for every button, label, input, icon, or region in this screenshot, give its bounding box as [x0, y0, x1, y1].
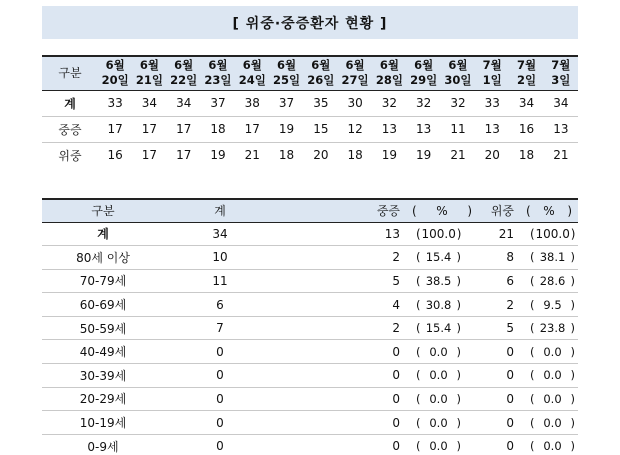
table-row [42, 142, 578, 168]
percent-value: 0.0 [543, 439, 562, 454]
table-row [42, 364, 578, 388]
pct-open: ( [530, 226, 535, 241]
group-header: 구분 [42, 199, 164, 222]
pct-close: ) [570, 368, 575, 383]
percent-cell [406, 387, 478, 411]
date-day: 26일 [307, 73, 335, 88]
pct-close: ) [570, 391, 575, 406]
percent-value: 23.8 [539, 321, 566, 336]
age-group-label: 60-69세 [42, 293, 164, 317]
date-header [338, 56, 372, 90]
table-row [42, 387, 578, 411]
severe-cell: 0 [276, 364, 406, 388]
pct-open: ( [530, 250, 535, 265]
table-row [42, 90, 578, 116]
date-header [441, 56, 475, 90]
table-row [42, 316, 578, 340]
pct-close: ) [456, 297, 461, 312]
table-row [42, 269, 578, 293]
table-cell: 17 [176, 148, 192, 163]
table-row [42, 222, 578, 246]
table-row [42, 246, 578, 270]
date-month: 6월 [208, 58, 228, 73]
pct-close: ) [570, 226, 576, 241]
table-cell: 32 [441, 90, 475, 116]
severe-header: 중증 [276, 199, 406, 222]
row-label: 중증 [42, 116, 98, 142]
percent-cell [406, 269, 478, 293]
pct-close: ) [456, 226, 462, 241]
percent-value: 15.4 [425, 250, 452, 265]
percent-value: 15.4 [425, 321, 452, 336]
date-month: 7월 [551, 58, 571, 73]
total-cell: 10 [164, 246, 276, 270]
total-cell: 0 [164, 340, 276, 364]
pct-open: ( [416, 368, 421, 383]
pct-close: ) [570, 415, 575, 430]
percent-value: 30.8 [425, 297, 452, 312]
table-cell: 34 [544, 90, 578, 116]
severe-cell: 4 [276, 293, 406, 317]
table-cell: 15 [304, 116, 338, 142]
pct-open: ( [416, 273, 421, 288]
date-day: 3일 [551, 73, 571, 88]
date-month: 7월 [482, 58, 502, 73]
pct-close: ) [456, 344, 461, 359]
total-cell: 0 [164, 387, 276, 411]
table-cell: 21 [450, 148, 466, 163]
date-day: 23일 [204, 73, 232, 88]
percent-cell [406, 434, 478, 455]
severe-cell: 0 [276, 387, 406, 411]
date-day: 24일 [238, 73, 266, 88]
age-group-label: 40-49세 [42, 340, 164, 364]
percent-value: 0.0 [429, 415, 448, 430]
age-group-label: 30-39세 [42, 364, 164, 388]
critical-cell: 8 [478, 246, 520, 270]
critical-cell: 0 [478, 411, 520, 435]
date-header [475, 56, 509, 90]
age-table-header-row [42, 199, 578, 222]
total-cell: 11 [164, 269, 276, 293]
percent-cell [520, 411, 578, 435]
table-cell: 32 [407, 90, 441, 116]
table-cell: 16 [107, 148, 123, 163]
table-cell: 33 [98, 90, 132, 116]
table-row [42, 116, 578, 142]
critical-cell: 5 [478, 316, 520, 340]
critical-cell: 0 [478, 364, 520, 388]
table-cell: 18 [347, 148, 363, 163]
date-month: 6월 [414, 58, 434, 73]
table-cell: 18 [201, 116, 235, 142]
table-cell: 19 [381, 148, 398, 163]
age-group-table [42, 198, 578, 455]
percent-value: 0.0 [543, 415, 562, 430]
percent-value: 0.0 [543, 391, 562, 406]
date-header [269, 56, 303, 90]
percent-cell [406, 293, 478, 317]
pct-open: ( [530, 297, 535, 312]
table-cell: 13 [544, 116, 578, 142]
table-cell: 13 [372, 116, 406, 142]
date-month: 6월 [379, 58, 399, 73]
table-cell: 34 [132, 90, 166, 116]
date-month: 6월 [105, 58, 125, 73]
row-label: 위중 [58, 148, 82, 163]
critical-cell: 2 [478, 293, 520, 317]
age-group-label: 80세 이상 [42, 246, 164, 270]
critical-pct-header [520, 199, 578, 222]
age-group-label: 계 [42, 222, 164, 246]
date-month: 6월 [311, 58, 331, 73]
table-cell: 17 [235, 116, 269, 142]
table-cell: 37 [269, 90, 303, 116]
pct-open: ( [530, 415, 535, 430]
percent-value: 0.0 [543, 344, 562, 359]
table-cell: 19 [269, 116, 303, 142]
date-day: 28일 [375, 73, 403, 88]
date-month: 6월 [276, 58, 297, 73]
date-day: 21일 [135, 73, 163, 88]
table-cell: 13 [407, 116, 441, 142]
total-cell: 0 [164, 411, 276, 435]
date-month: 6월 [242, 58, 262, 73]
pct-close: ) [570, 250, 575, 265]
pct-open: ( [530, 273, 535, 288]
severe-pct-header [406, 199, 478, 222]
pct-close: ) [456, 321, 461, 336]
pct-open: ( [530, 321, 535, 336]
severe-cell: 0 [276, 411, 406, 435]
severe-cell: 2 [276, 246, 406, 270]
percent-cell [406, 411, 478, 435]
date-header-row [42, 56, 578, 90]
table-cell: 17 [132, 116, 166, 142]
critical-cell: 0 [478, 387, 520, 411]
date-day: 1일 [482, 73, 502, 88]
pct-open: ( [416, 321, 421, 336]
pct-open: ( [412, 203, 417, 218]
date-day: 27일 [341, 73, 369, 88]
date-header [407, 56, 441, 90]
percent-value: 0.0 [429, 344, 448, 359]
date-month: 7월 [516, 58, 537, 73]
percent-value: 9.5 [543, 297, 562, 312]
percent-cell [520, 340, 578, 364]
total-cell: 7 [164, 316, 276, 340]
pct-open: ( [416, 415, 421, 430]
date-header [544, 56, 578, 90]
pct-open: ( [530, 344, 535, 359]
table-cell: 34 [509, 90, 543, 116]
critical-cell: 0 [478, 340, 520, 364]
total-cell: 6 [164, 293, 276, 317]
date-header [132, 56, 166, 90]
pct-close: ) [456, 273, 461, 288]
pct-open: ( [416, 297, 421, 312]
table-cell: 17 [141, 148, 158, 163]
age-group-label: 50-59세 [42, 316, 164, 340]
row-label: 계 [42, 90, 98, 116]
table-row [42, 340, 578, 364]
percent-value: 0.0 [429, 439, 448, 454]
table-cell: 33 [475, 90, 509, 116]
severe-cell: 0 [276, 340, 406, 364]
date-day: 25일 [272, 73, 301, 88]
table-cell: 13 [475, 116, 509, 142]
percent-cell [520, 364, 578, 388]
percent-cell [520, 246, 578, 270]
table-cell: 32 [372, 90, 406, 116]
critical-header: 위중 [478, 199, 520, 222]
section-title: [ 위중·중증환자 현황 ] [42, 6, 578, 39]
date-day: 22일 [170, 73, 198, 88]
table-row [42, 293, 578, 317]
pct-close: ) [567, 203, 572, 218]
date-month: 6월 [174, 58, 194, 73]
percent-value: 100.0 [421, 226, 456, 241]
pct-close: ) [570, 273, 575, 288]
date-header [509, 56, 543, 90]
table-cell: 35 [304, 90, 338, 116]
age-group-label: 0-9세 [87, 439, 119, 454]
pct-open: ( [416, 226, 421, 241]
table-row [42, 411, 578, 435]
percent-cell [520, 269, 578, 293]
table-cell: 38 [235, 90, 269, 116]
pct-open: ( [416, 391, 421, 406]
date-month: 6월 [345, 58, 365, 73]
age-group-label: 10-19세 [42, 411, 164, 435]
pct-close: ) [467, 203, 472, 218]
table-cell: 21 [244, 148, 260, 163]
pct-close: ) [456, 250, 461, 265]
total-cell: 0 [216, 439, 224, 454]
table-cell: 21 [553, 148, 569, 163]
table-cell: 17 [98, 116, 132, 142]
pct-close: ) [456, 368, 461, 383]
percent-cell [406, 316, 478, 340]
pct-sign: % [543, 203, 555, 218]
age-group-label: 20-29세 [42, 387, 164, 411]
table-cell: 18 [518, 148, 535, 163]
date-month: 6월 [139, 58, 159, 73]
pct-open: ( [416, 250, 421, 265]
total-header: 계 [164, 199, 276, 222]
percent-value: 28.6 [539, 273, 566, 288]
severe-cell: 2 [276, 316, 406, 340]
percent-cell [406, 222, 478, 246]
table-cell: 37 [201, 90, 235, 116]
severe-cell: 13 [276, 222, 406, 246]
percent-value: 0.0 [429, 391, 448, 406]
date-header [98, 56, 132, 90]
pct-open: ( [530, 391, 535, 406]
severe-cell: 0 [392, 439, 400, 454]
critical-cell: 21 [478, 222, 520, 246]
percent-value: 100.0 [535, 226, 570, 241]
pct-close: ) [456, 391, 461, 406]
age-group-label: 70-79세 [42, 269, 164, 293]
date-day: 30일 [444, 73, 472, 88]
percent-value: 0.0 [429, 368, 448, 383]
table-cell: 18 [278, 148, 295, 163]
total-cell: 34 [164, 222, 276, 246]
pct-open: ( [416, 439, 421, 454]
percent-cell [520, 387, 578, 411]
table-cell: 19 [210, 148, 226, 163]
total-cell: 0 [164, 364, 276, 388]
pct-open: ( [416, 344, 421, 359]
table-cell: 19 [416, 148, 432, 163]
date-header [235, 56, 269, 90]
daily-patients-table [42, 55, 578, 168]
date-header [372, 56, 406, 90]
percent-cell [406, 340, 478, 364]
table-cell: 12 [338, 116, 372, 142]
percent-cell [406, 246, 478, 270]
date-header [201, 56, 235, 90]
table-cell: 30 [338, 90, 372, 116]
table-cell: 20 [484, 148, 500, 163]
pct-open: ( [530, 368, 535, 383]
table-row [42, 434, 578, 455]
percent-cell [520, 316, 578, 340]
pct-close: ) [456, 415, 461, 430]
date-day: 20일 [101, 73, 129, 88]
pct-close: ) [570, 344, 575, 359]
table-cell: 20 [313, 148, 329, 163]
critical-cell: 6 [478, 269, 520, 293]
percent-cell [520, 222, 578, 246]
table-cell: 34 [167, 90, 201, 116]
percent-value: 38.5 [425, 273, 452, 288]
pct-close: ) [456, 439, 461, 454]
pct-close: ) [570, 297, 575, 312]
pct-close: ) [570, 439, 575, 454]
date-header [167, 56, 201, 90]
percent-value: 38.1 [539, 250, 566, 265]
date-month: 6월 [448, 58, 468, 73]
pct-close: ) [570, 321, 575, 336]
table-cell: 11 [441, 116, 475, 142]
date-day: 29일 [410, 73, 438, 88]
percent-cell [520, 293, 578, 317]
pct-open: ( [526, 203, 531, 218]
date-header [304, 56, 338, 90]
critical-cell: 0 [506, 439, 514, 454]
pct-open: ( [530, 439, 535, 454]
table-cell: 17 [167, 116, 201, 142]
table-cell: 16 [509, 116, 543, 142]
group-header: 구분 [42, 56, 98, 90]
percent-cell [520, 434, 578, 455]
severe-cell: 5 [276, 269, 406, 293]
pct-sign: % [436, 203, 448, 218]
percent-value: 0.0 [543, 368, 562, 383]
date-day: 2일 [516, 73, 537, 88]
percent-cell [406, 364, 478, 388]
